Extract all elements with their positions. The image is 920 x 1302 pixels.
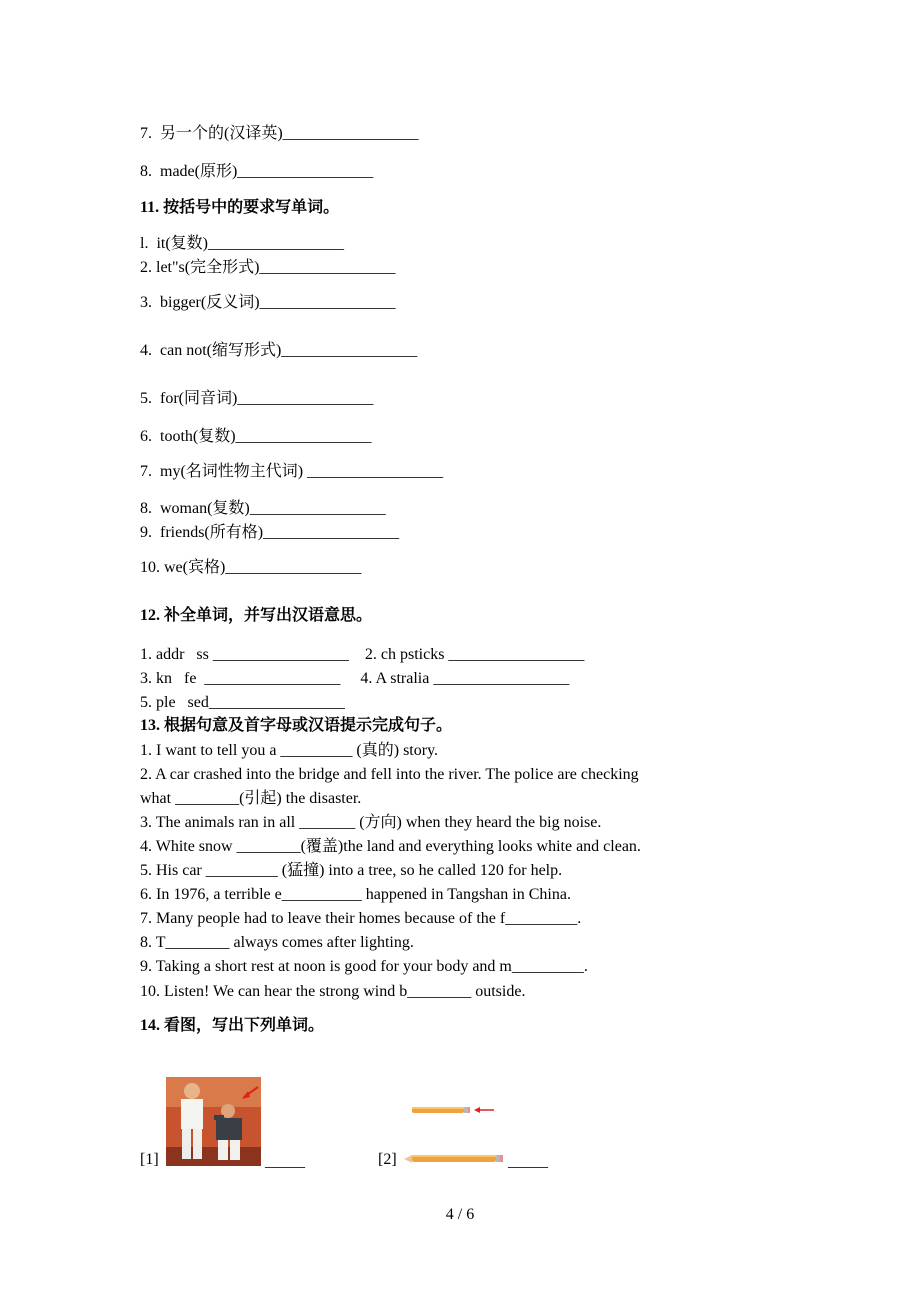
page-number: 4 / 6 (445, 1206, 475, 1223)
section-12-heading: 12. 补全单词，并写出汉语意思。 (140, 607, 373, 624)
q11-item-6: 6. tooth(复数)_________________ (140, 428, 372, 445)
section-11-heading: 11. 按括号中的要求写单词。 (140, 199, 340, 216)
picture-blank-2: _____ (508, 1153, 548, 1170)
q12-row-1: 1. addr ss _________________ 2. ch psticks _________________ (140, 646, 585, 663)
picture-blank-1: _____ (265, 1153, 305, 1170)
q13-item-8: 8. T________ always comes after lighting. (140, 934, 414, 951)
q11-item-3: 3. bigger(反义词)_________________ (140, 294, 396, 311)
short-pencil-picture (410, 1103, 498, 1117)
q13-item-1: 1. I want to tell you a _________ (真的) story. (140, 742, 439, 759)
q11-item-2: 2. let"s(完全形式)_________________ (140, 259, 396, 276)
section-13-heading: 13. 根据句意及首字母或汉语提示完成句子。 (140, 717, 453, 734)
q11-item-10: 10. we(宾格)_________________ (140, 559, 362, 576)
long-pencil-picture (404, 1152, 504, 1164)
q13-item-7: 7. Many people had to leave their homes because of the f_________. (140, 910, 582, 927)
q11-item-5: 5. for(同音词)_________________ (140, 390, 374, 407)
q12-row-3: 5. ple sed_________________ (140, 694, 345, 711)
q13-item-2-cont: what ________(引起) the disaster. (140, 790, 362, 807)
q13-item-10: 10. Listen! We can hear the strong wind b________ outside. (140, 983, 526, 1000)
q11-item-1: l. it(复数)_________________ (140, 235, 344, 252)
q13-item-9: 9. Taking a short rest at noon is good for your body and m_________. (140, 958, 588, 975)
q13-item-4: 4. White snow ________(覆盖)the land and everything looks white and clean. (140, 838, 641, 855)
photo-tall-short-people (166, 1077, 261, 1166)
q13-item-5: 5. His car _________ (猛撞) into a tree, so he called 120 for help. (140, 862, 563, 879)
picture-label-2: [2] (378, 1151, 397, 1168)
q11-item-7: 7. my(名词性物主代词) _________________ (140, 463, 444, 480)
picture-label-1: [1] (140, 1151, 159, 1168)
q12-row-2: 3. kn fe _________________ 4. A stralia _________________ (140, 670, 570, 687)
q11-item-9: 9. friends(所有格)_________________ (140, 524, 400, 541)
q11-item-4: 4. can not(缩写形式)_________________ (140, 342, 418, 359)
section-14-heading: 14. 看图，写出下列单词。 (140, 1017, 325, 1034)
q11-item-8: 8. woman(复数)_________________ (140, 500, 386, 517)
q13-item-6: 6. In 1976, a terrible e__________ happened in Tangshan in China. (140, 886, 571, 903)
q10-item-7: 7. 另一个的(汉译英)_________________ (140, 125, 419, 142)
q10-item-8: 8. made(原形)_________________ (140, 163, 374, 180)
q13-item-3: 3. The animals ran in all _______ (方向) when they heard the big noise. (140, 814, 602, 831)
q13-item-2: 2. A car crashed into the bridge and fell into the river. The police are checking (140, 766, 639, 783)
